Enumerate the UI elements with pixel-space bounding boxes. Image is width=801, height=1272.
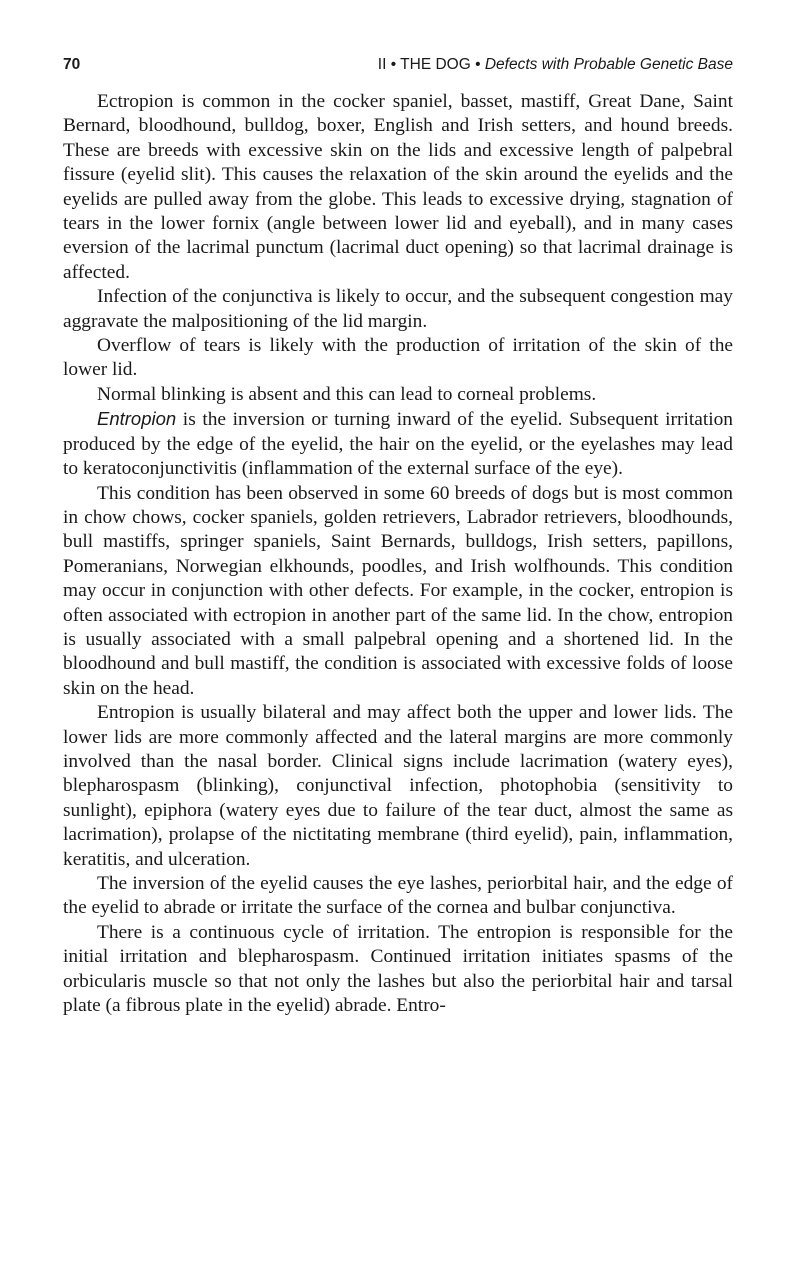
term-entropion: Entropion [97,408,177,430]
page-number: 70 [63,56,81,73]
paragraph-text: Normal blinking is absent and this can lead to corneal problems. [97,383,597,405]
paragraph [63,383,733,407]
header-text [311,56,733,74]
paragraph [63,407,733,481]
paragraph [63,90,733,285]
book-page [63,56,733,1018]
paragraph [63,482,733,702]
bullet-separator: • [475,56,481,73]
body-text [63,90,733,1018]
paragraph-text: Infection of the conjunctiva is likely to occur, and the subsequent congestion may aggravate the malpositioning of the lid margin. [63,286,733,332]
chapter-title: THE DOG [400,56,471,73]
paragraph-text: Entropion is usually bilateral and may affect both the upper and lower lids. The lower lids are more commonly affected and the lateral margins are more commonly involved than the nasal border. Clinical signs include lacrimation (watery eyes), blepharospasm (blinking), conjunctival infection, photophobia (sensitivity to sunlight), epiphora (watery eyes due to failure of the tear duct, almost the same as lacrimation), prolapse of the nictitating membrane (third eyelid), pain, inflammation, keratitis, and ulceration. [63,702,733,870]
running-head [63,56,733,78]
paragraph [63,334,733,383]
bullet-separator: • [390,56,397,73]
paragraph-text: is the inversion or turning inward of the eyelid. Subsequent irritation produced by the edge of the eyelid, the hair on the eyelid, or the eyelashes may lead to keratoconjunctivitis (inflammation of the external surface of the eye). [63,409,733,480]
paragraph-text: Overflow of tears is likely with the production of irritation of the skin of the lower lid. [63,335,733,381]
paragraph-text: There is a continuous cycle of irritation. The entropion is responsible for the initial irritation and blepharospasm. Continued irritation initiates spasms of the orbicularis muscle so that not only the lashes but also the periorbital hair and tarsal plate (a fibrous plate in the eyelid) abrade. Entro- [63,921,733,1017]
paragraph [63,701,733,872]
paragraph-text: Ectropion is common in the cocker spaniel, basset, mastiff, Great Dane, Saint Bernard, bloodhound, bulldog, boxer, English and Irish setters, and hound breeds. These are breeds with excessive skin on the lids and excessive length of palpebral fissure (eyelid slit). This causes the relaxation of the skin around the eyelids and the eyelids are pulled away from the globe. This leads to excessive drying, stagnation of tears in the lower fornix (angle between lower lid and eyeball), and in many cases eversion of the lacrimal punctum (lacrimal duct opening) so that lacrimal drainage is affected. [63,91,733,283]
paragraph [63,285,733,334]
paragraph-text: This condition has been observed in some 60 breeds of dogs but is most common in chow chows, cocker spaniels, golden retrievers, Labrador retrievers, bloodhounds, bull mastiffs, springer spaniels, Saint Bernards, bulldogs, Irish setters, papillons, Pomeranians, Norwegian elkhounds, poodles, and Irish wolfhounds. This condition may occur in conjunction with other defects. For example, in the cocker, entropion is often associated with ectropion in another part of the same lid. In the chow, entropion is usually associated with a small palpebral opening and a shortened lid. In the bloodhound and bull mastiff, the condition is associated with excessive folds of loose skin on the head. [63,482,733,699]
part-number: II [377,56,387,73]
section-title: Defects with Probable Genetic Base [484,56,733,73]
paragraph-text: The inversion of the eyelid causes the eye lashes, periorbital hair, and the edge of the eyelid to abrade or irritate the surface of the cornea and bulbar conjunctiva. [63,873,733,919]
paragraph [63,872,733,921]
paragraph [63,921,733,1019]
